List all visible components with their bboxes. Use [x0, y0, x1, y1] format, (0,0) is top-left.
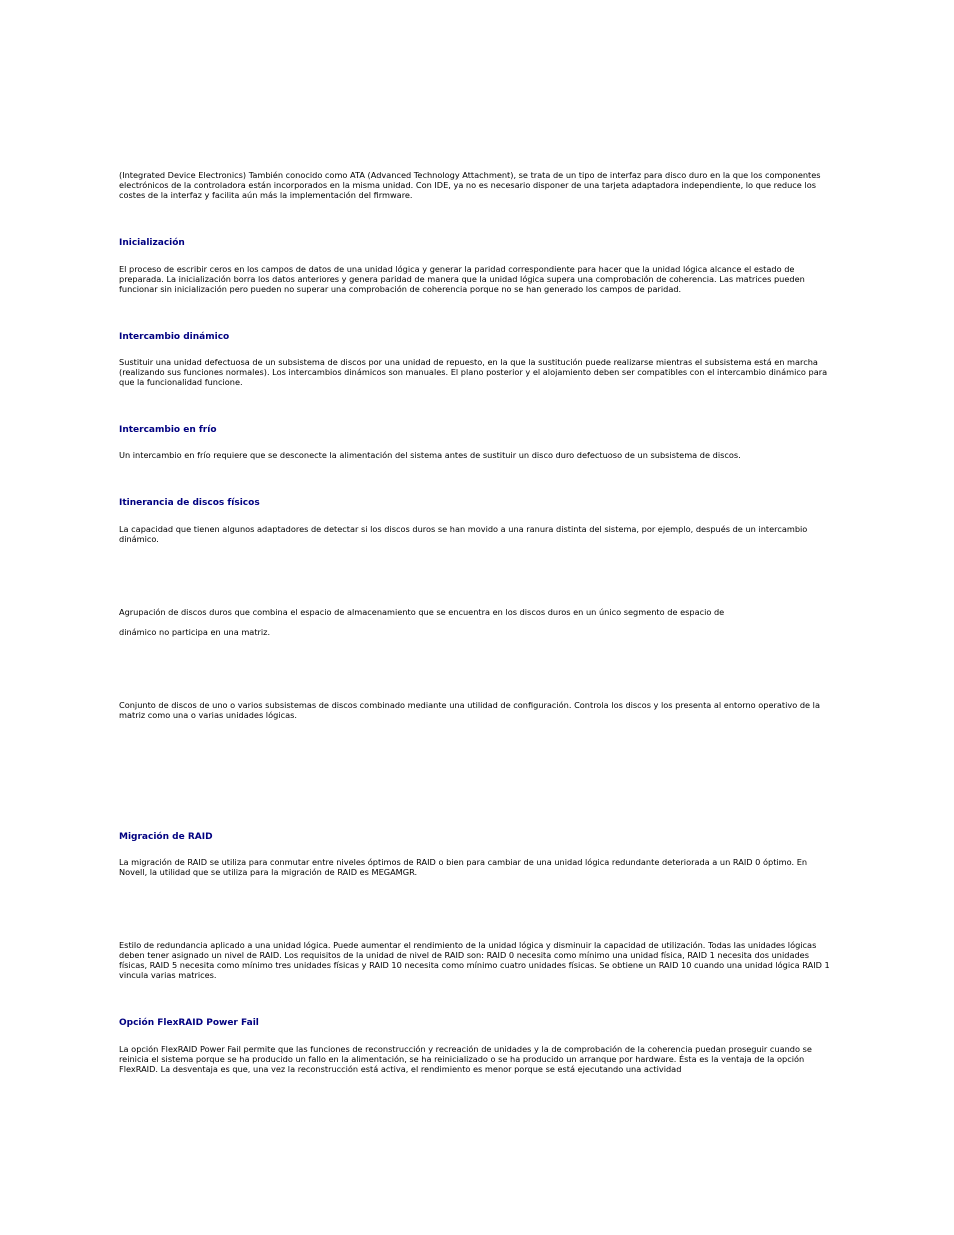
heading-inicializacion: Inicialización [119, 238, 185, 248]
nivel-raid-definition: Estilo de redundancia aplicado a una unidad lógica. Puede aumentar el rendimiento de la unidad lógica y disminuir la capacidad de utilización. Todas las unidades lógicas deben tener asignado un nivel de RAID. Los requisitos de la unidad de nivel de RAID son: RAID 0 necesita como mínimo una unidad física, RAID 1 necesita dos unidades físicas, RAID 5 necesita como mínimo tres unidades físicas y RAID 10 necesita como mínimo cuatro unidades físicas. Se obtiene un RAID 10 cuando una unidad lógica RAID 1 vincula varias matrices. [119, 940, 830, 980]
heading-migracion-raid: Migración de RAID [119, 832, 213, 842]
ide-definition: (Integrated Device Electronics) También conocido como ATA (Advanced Technology Attachment), se trata de un tipo de interfaz para disco duro en la que los componentes electrónicos de la controladora están incorporados en la misma unidad. Con IDE, ya no es necesario disponer de una tarjeta adaptadora independiente, lo que reduce los costes de la interfaz y facilita aún más la implementación del firmware. [119, 170, 821, 200]
intercambio-en-frio-definition: Un intercambio en frío requiere que se desconecte la alimentación del sistema antes de sustituir un disco duro defectuoso de un subsistema de discos. [119, 450, 741, 460]
heading-itinerancia: Itinerancia de discos físicos [119, 498, 260, 508]
jbod-definition-continued: dinámico no participa en una matriz. [119, 627, 271, 637]
heading-flexraid-power-fail: Opción FlexRAID Power Fail [119, 1018, 259, 1028]
heading-intercambio-dinamico: Intercambio dinámico [119, 332, 230, 342]
jbod-definition: Agrupación de discos duros que combina el espacio de almacenamiento que se encuentra en los discos duros en un único segmento de espacio de [119, 607, 725, 617]
inicializacion-definition: El proceso de escribir ceros en los campos de datos de una unidad lógica y generar la paridad correspondiente para hacer que la unidad lógica alcance el estado de preparada. La inicialización borra los datos anteriores y genera paridad de manera que la unidad lógica supera una comprobación de coherencia. Las matrices pueden funcionar sin inicialización pero pueden no superar una comprobación de coherencia porque no se han generado los campos de paridad. [119, 264, 805, 294]
matriz-definition: Conjunto de discos de uno o varios subsistemas de discos combinado mediante una utilidad de configuración. Controla los discos y los presenta al entorno operativo de la matriz como una o varias unidades lógicas. [119, 700, 820, 720]
intercambio-dinamico-definition: Sustituir una unidad defectuosa de un subsistema de discos por una unidad de repuesto, en la que la sustitución puede realizarse mientras el subsistema está en marcha (realizando sus funciones normales). Los intercambios dinámicos son manuales. El plano posterior y el alojamiento deben ser compatibles con el intercambio dinámico para que la funcionalidad funcione. [119, 357, 828, 387]
heading-intercambio-en-frio: Intercambio en frío [119, 425, 217, 435]
migracion-raid-definition: La migración de RAID se utiliza para conmutar entre niveles óptimos de RAID o bien para cambiar de una unidad lógica redundante deteriorada a un RAID 0 óptimo. En Novell, la utilidad que se utiliza para la migración de RAID es MEGAMGR. [119, 857, 808, 877]
itinerancia-definition: La capacidad que tienen algunos adaptadores de detectar si los discos duros se han movido a una ranura distinta del sistema, por ejemplo, después de un intercambio dinámico. [119, 524, 808, 544]
flexraid-power-fail-definition: La opción FlexRAID Power Fail permite que las funciones de reconstrucción y recreación de unidades y la de comprobación de la coherencia puedan proseguir cuando se reinicia el sistema porque se ha producido un fallo en la alimentación, se ha reinicializado o se ha producido un arranque por hardware. Ésta es la ventaja de la opción FlexRAID. La desventaja es que, una vez la reconstrucción está activa, el rendimiento es menor porque se está ejecutando una actividad [119, 1044, 812, 1074]
